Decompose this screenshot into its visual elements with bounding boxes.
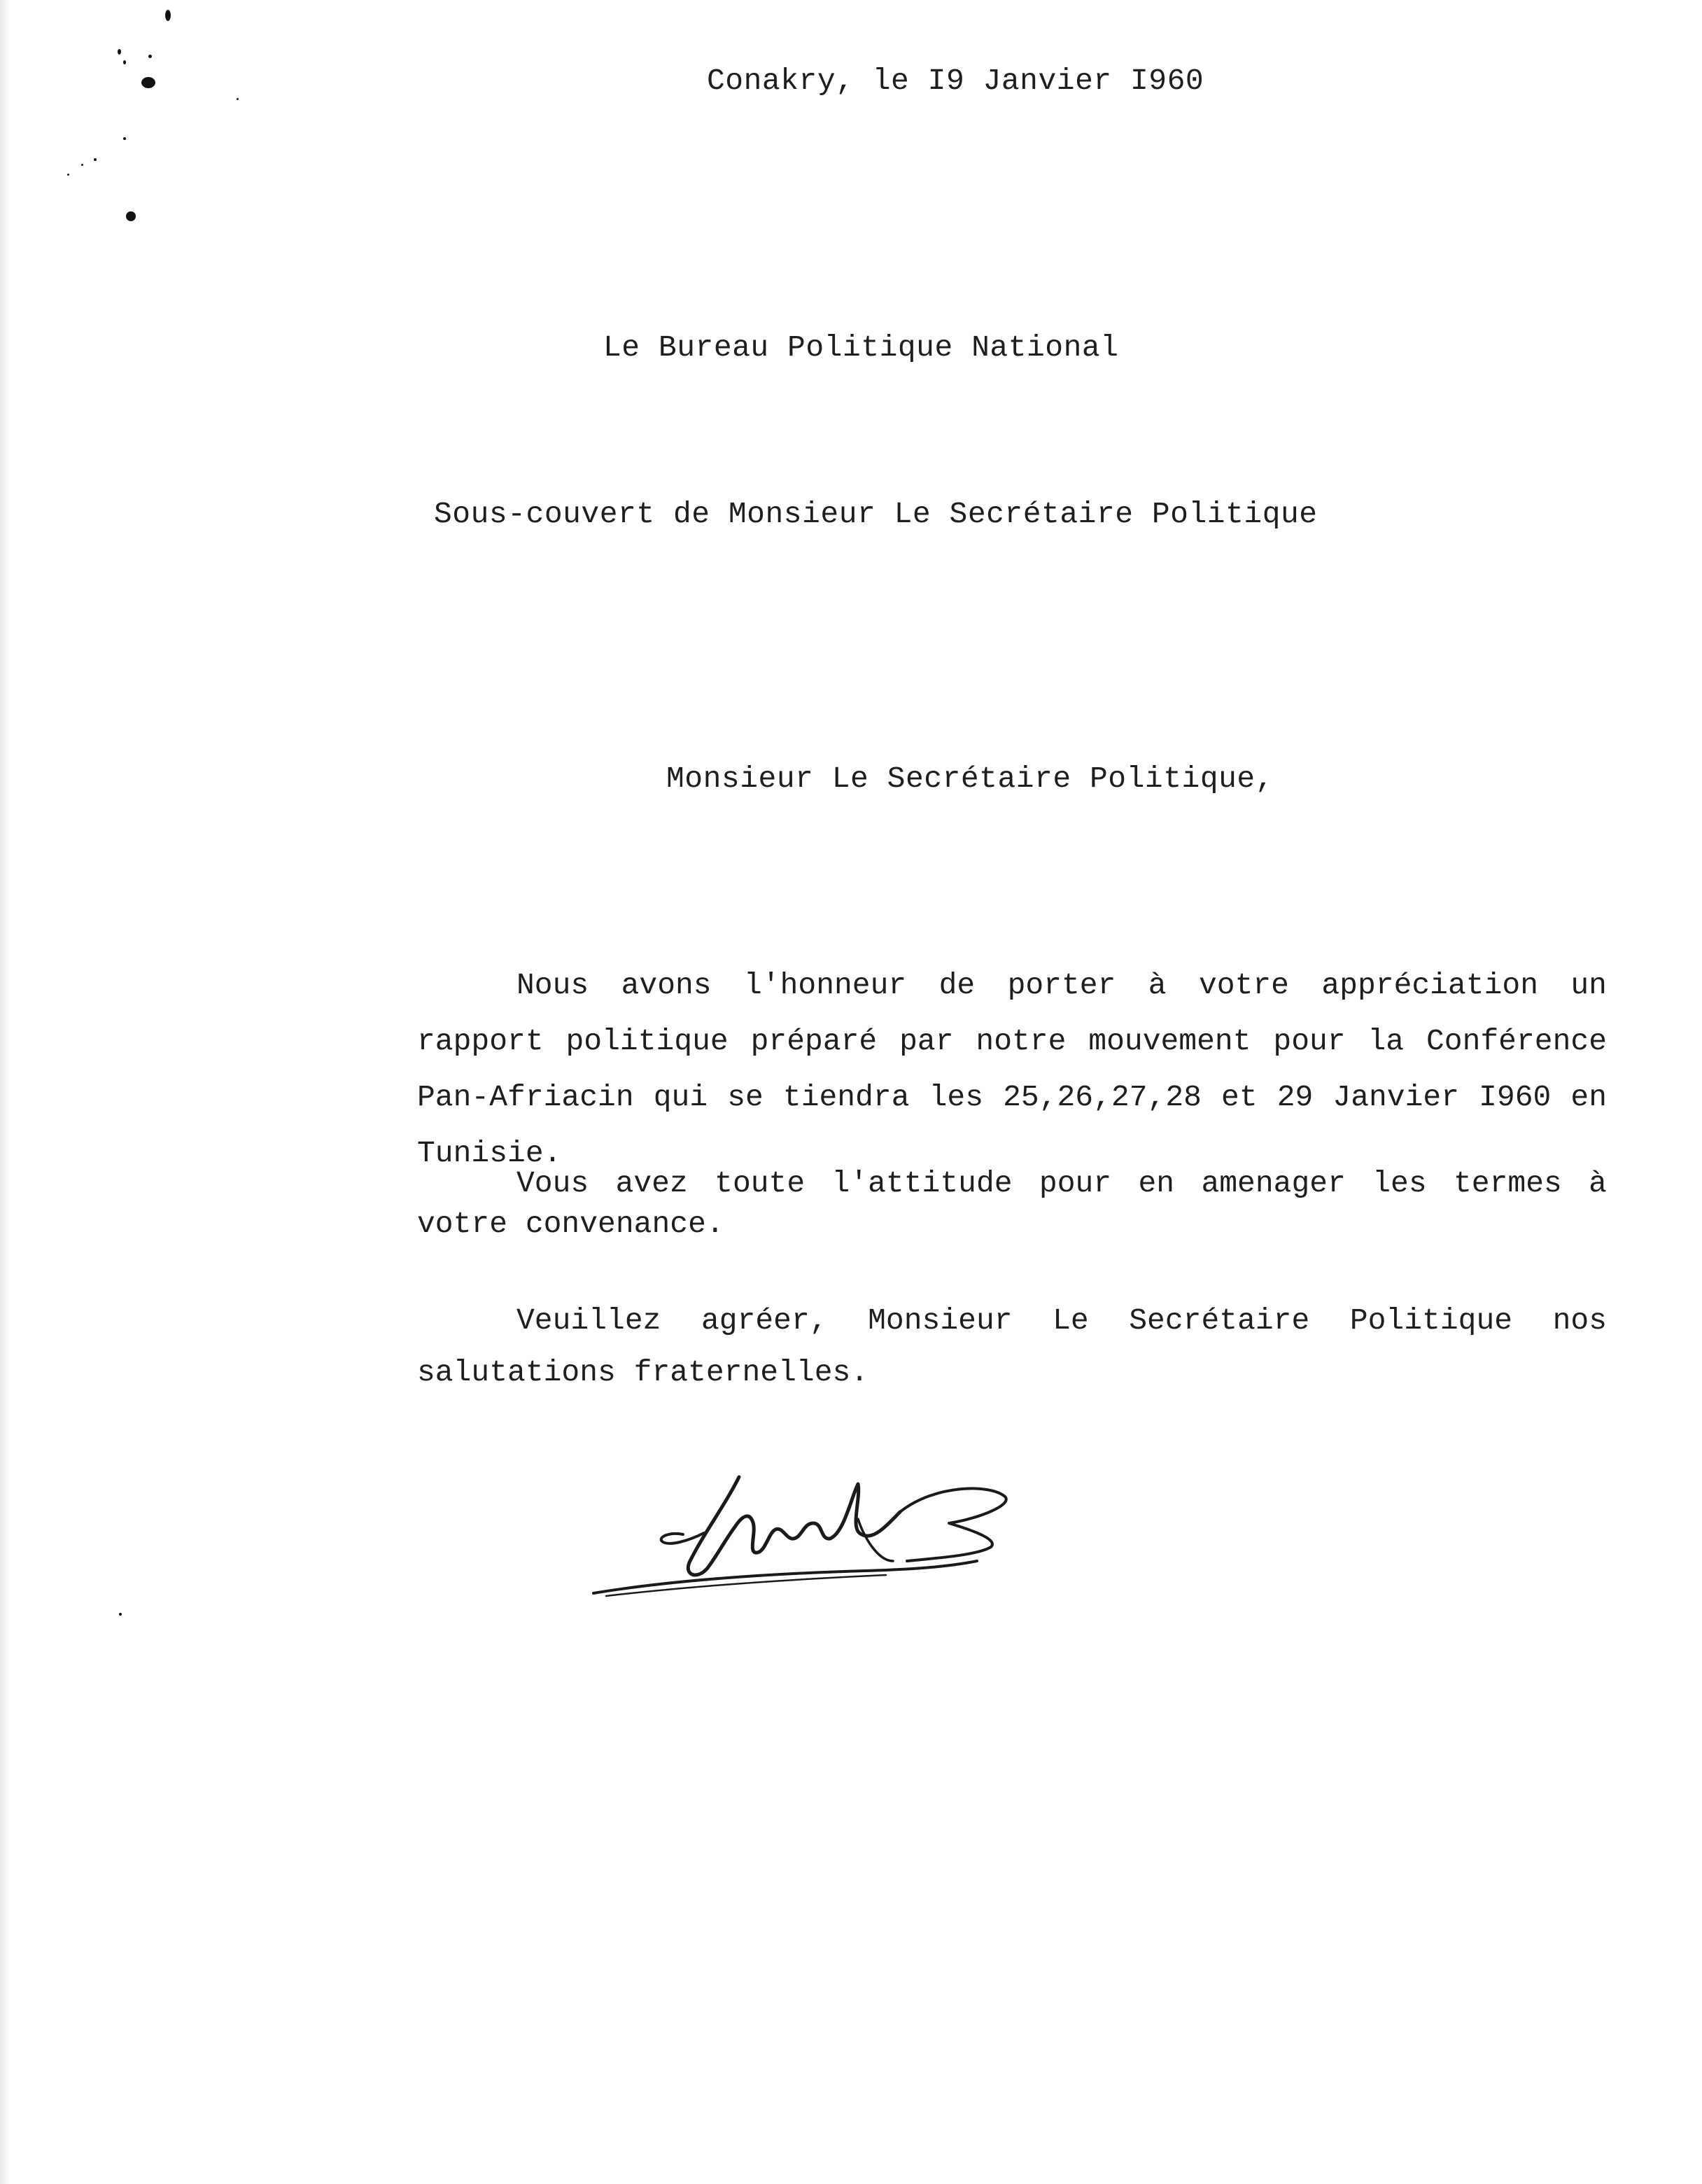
ink-speck <box>148 55 152 58</box>
date-line: Conakry, le I9 Janvier I960 <box>707 64 1204 98</box>
scan-edge <box>0 0 10 2184</box>
ink-speck <box>123 60 126 64</box>
ink-speck <box>237 98 239 100</box>
ink-speck <box>123 137 126 140</box>
body-paragraph: Vous avez toute l'attitude pour en amenager les termes à votre convenance. <box>417 1166 1607 1241</box>
ink-speck <box>118 49 121 55</box>
ink-speck <box>119 1613 122 1616</box>
ink-speck <box>165 10 171 21</box>
ink-speck <box>81 164 83 166</box>
ink-speck <box>94 158 97 161</box>
via-line: Sous-couvert de Monsieur Le Secrétaire Politique <box>434 497 1318 531</box>
body-paragraph: Nous avons l'honneur de porter à votre appréciation un rapport politique préparé par notre mouvement pour la Conférence Pan-Afriacin qui se tiendra les 25,26,27,28 et 29 Janvier I960 en Tunisie. <box>417 968 1607 1170</box>
ink-speck <box>126 211 136 221</box>
ink-speck <box>141 77 155 88</box>
addressee: Le Bureau Politique National <box>603 330 1119 365</box>
handwritten-signature <box>585 1456 1033 1610</box>
ink-speck <box>67 174 69 176</box>
salutation: Monsieur Le Secrétaire Politique, <box>666 762 1274 796</box>
body-paragraph: Veuillez agréer, Monsieur Le Secrétaire Politique nos salutations fraternelles. <box>417 1303 1607 1390</box>
